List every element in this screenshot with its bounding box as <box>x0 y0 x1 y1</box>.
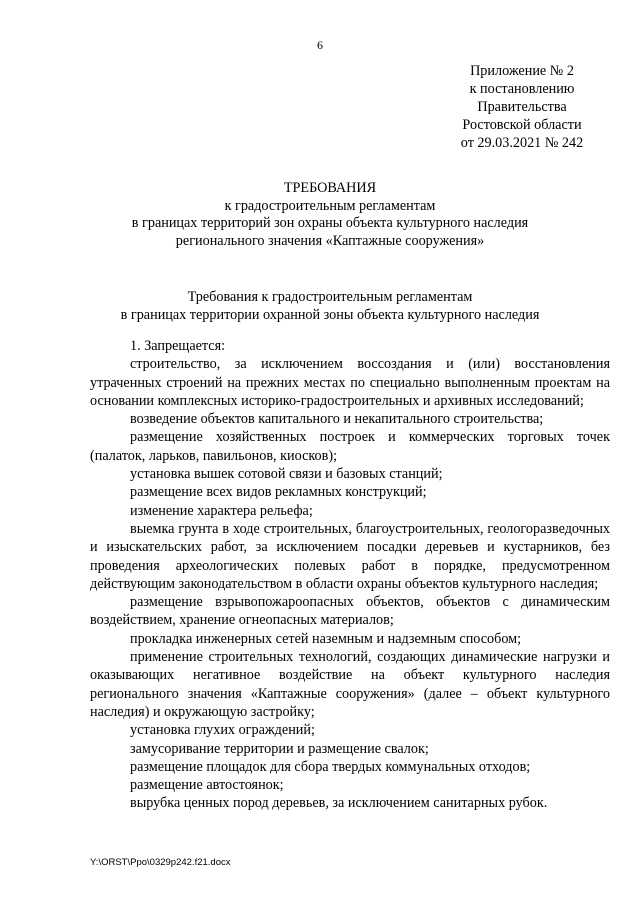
list-item: изменение характера рельефа; <box>130 502 313 519</box>
document-title <box>40 180 620 250</box>
list-item: установка глухих ограждений; <box>130 722 315 739</box>
page-number: 6 <box>317 38 323 52</box>
list-item: размещение площадок для сбора твердых коммунальных отходов; <box>130 758 531 775</box>
list-item: применение строительных технологий, создающих динамические нагрузки и оказывающих негативное воздействие на объект культурного наследия регионального значения «Каптажные сооружения» (далее – объект культурного наследия) и окружающую застройку; <box>90 649 610 720</box>
list-item: выемка грунта в ходе строительных, благоустроительных, геологоразведочных и изыскательских работ, за исключением посадки деревьев и кустарников, без проведения археологических полевых работ в порядке, предусмотренном действующим законодательством в области охраны объектов культурного наследия; <box>90 520 610 592</box>
appendix-line: Ростовской области <box>462 117 582 133</box>
file-path-footer: Y:\ORST\Ppo\0329p242.f21.docx <box>90 857 231 868</box>
list-item: вырубка ценных пород деревьев, за исключением санитарных рубок. <box>130 795 548 812</box>
section-subtitle <box>30 288 630 324</box>
list-item: возведение объектов капитального и некапитального строительства; <box>130 411 544 428</box>
title-heading: ТРЕБОВАНИЯ <box>283 180 377 196</box>
appendix-line: Правительства <box>477 99 567 115</box>
appendix-line: к постановлению <box>469 81 575 97</box>
list-item: размещение хозяйственных построек и коммерческих торговых точек (палаток, ларьков, павильонов, киосков); <box>90 429 610 464</box>
title-line: в границах территорий зон охраны объекта культурного наследия <box>131 215 529 231</box>
list-item: замусоривание территории и размещение свалок; <box>130 740 429 757</box>
list-item: размещение автостоянок; <box>130 777 284 794</box>
appendix-line: от 29.03.2021 № 242 <box>460 135 584 151</box>
appendix-line: Приложение № 2 <box>470 63 574 79</box>
document-body <box>90 337 610 813</box>
subtitle-line: Требования к градостроительным регламентам <box>187 289 473 305</box>
list-item: прокладка инженерных сетей наземным и надземным способом; <box>130 630 522 647</box>
title-line: регионального значения «Каптажные сооружения» <box>175 232 485 249</box>
title-line: к градостроительным регламентам <box>224 197 436 214</box>
list-item: размещение всех видов рекламных конструкций; <box>130 484 427 501</box>
list-item: размещение взрывопожароопасных объектов, объектов с динамическим воздействием, хранение огнеопасных материалов; <box>90 594 610 629</box>
appendix-header <box>430 62 614 152</box>
subtitle-line: в границах территории охранной зоны объекта культурного наследия <box>120 307 540 323</box>
list-item: строительство, за исключением воссоздания и (или) восстановления утраченных строений на прежних местах по специально выполненным проектам на основании комплексных историко-градостроительных и архивных исследований; <box>90 356 610 409</box>
list-item: установка вышек сотовой связи и базовых станций; <box>130 466 443 483</box>
section-heading: 1. Запрещается: <box>130 338 226 354</box>
